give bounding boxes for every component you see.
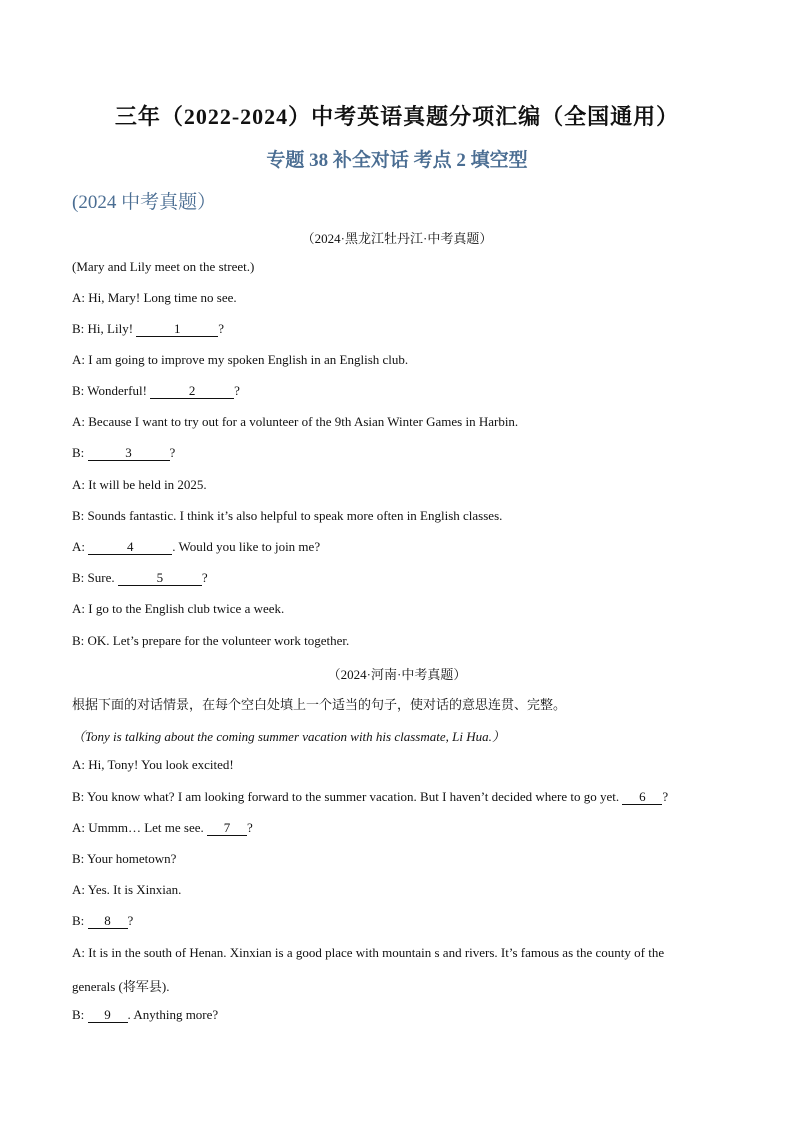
question-source-2: （2024·河南·中考真题） <box>327 667 467 682</box>
question-source-1: （2024·黑龙江牡丹江·中考真题） <box>301 231 493 246</box>
section-heading: (2024 中考真题） <box>72 192 217 213</box>
page-title: 三年（2022-2024）中考英语真题分项汇编（全国通用） <box>114 104 680 129</box>
dialogue-line: B: Sure. 5 ? <box>72 570 208 585</box>
answer-blank-2[interactable]: 2 <box>150 384 234 399</box>
dialogue-line: A: Hi, Mary! Long time no see. <box>72 290 237 305</box>
dialogue-line: A: Ummm… Let me see. 7 ? <box>72 820 253 835</box>
dialogue-line: B: 8 ? <box>72 913 134 928</box>
dialogue-line: B: Sounds fantastic. I think it’s also helpful to speak more often in English classes. <box>72 508 503 523</box>
page-subtitle: 专题 38 补全对话 考点 2 填空型 <box>266 150 528 171</box>
dialogue-line: B: 9 . Anything more? <box>72 1007 219 1022</box>
dialogue-line: A: 4 . Would you like to join me? <box>72 539 321 554</box>
answer-blank-3[interactable]: 3 <box>88 446 170 461</box>
dialogue-line: B: OK. Let’s prepare for the volunteer work together. <box>72 633 350 648</box>
answer-blank-4[interactable]: 4 <box>88 540 172 555</box>
dialogue-line: B: Hi, Lily! 1 ? <box>72 321 225 336</box>
dialogue-line: A: I go to the English club twice a week. <box>72 601 285 616</box>
dialogue-line: (Mary and Lily meet on the street.) <box>72 259 255 274</box>
answer-blank-7[interactable]: 7 <box>207 821 247 836</box>
dialogue-line: B: 3 ? <box>72 445 176 460</box>
dialogue-line: A: Because I want to try out for a volunteer of the 9th Asian Winter Games in Harbin. <box>72 414 519 429</box>
answer-blank-8[interactable]: 8 <box>88 914 128 929</box>
dialogue-line: A: Hi, Tony! You look excited! <box>72 757 234 772</box>
dialogue-line: A: It will be held in 2025. <box>72 477 207 492</box>
answer-blank-1[interactable]: 1 <box>136 322 218 337</box>
instruction-text: 根据下面的对话情景，在每个空白处填上一个适当的句子，使对话的意思连贯、完整。 <box>72 697 567 712</box>
dialogue-line: B: Your hometown? <box>72 851 177 866</box>
dialogue-line: B: You know what? I am looking forward to the summer vacation. But I haven’t decided where to go yet. 6 ? <box>72 789 669 804</box>
dialogue-line: generals (将军县). <box>72 979 170 994</box>
dialogue-context: （Tony is talking about the coming summer vacation with his classmate, Li Hua.） <box>72 729 505 744</box>
dialogue-line: A: It is in the south of Henan. Xinxian is a good place with mountain s and rivers. It’s famous as the county of the <box>72 945 665 960</box>
dialogue-line: A: Yes. It is Xinxian. <box>72 882 182 897</box>
dialogue-line: B: Wonderful! 2 ? <box>72 383 240 398</box>
answer-blank-5[interactable]: 5 <box>118 571 202 586</box>
answer-blank-9[interactable]: 9 <box>88 1008 128 1023</box>
dialogue-line: A: I am going to improve my spoken English in an English club. <box>72 352 409 367</box>
answer-blank-6[interactable]: 6 <box>622 790 662 805</box>
